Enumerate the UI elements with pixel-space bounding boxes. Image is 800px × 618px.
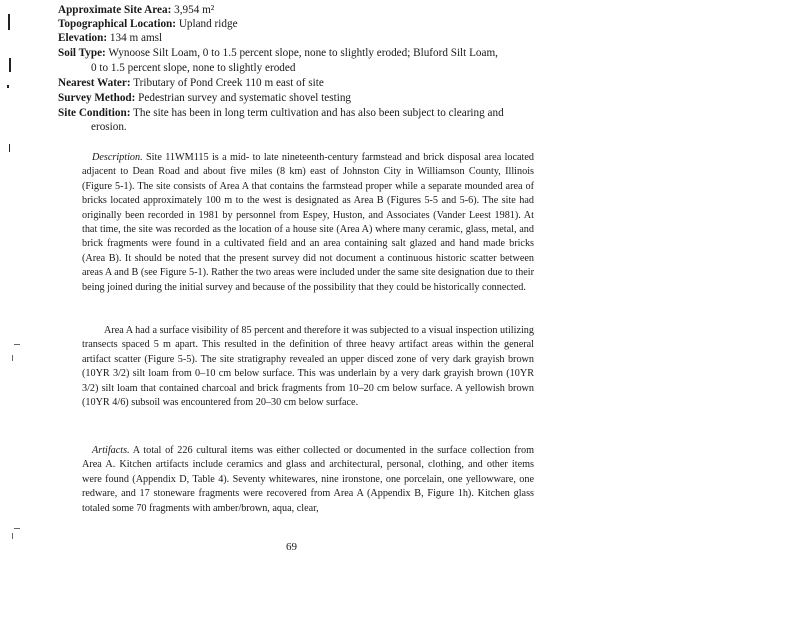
paragraph-text: A total of 226 cultural items was either collected or documented in the surface collection from Area A. Kitchen artifacts include ceramics and glass and architectural, personal, clothing, and other items were found (Appendix D, Table 4). Seventy whitewares, nine ironstone, one porcelain, one yellowware, one redware, and 17 stoneware fragments were recovered from Area A (Appendix B, Figure 1h). Kitchen glass totaled some 70 fragments with amber/brown, aqua, clear, (82, 445, 534, 514)
paragraph-lead: Description. (92, 152, 143, 163)
field-label: Approximate Site Area: (58, 4, 172, 16)
scan-mark (14, 528, 20, 529)
field-label: Nearest Water: (58, 77, 131, 89)
scan-mark (12, 355, 13, 361)
paragraph-description (82, 151, 534, 295)
field-label: Elevation: (58, 32, 108, 44)
field-site-condition-continuation: erosion. (91, 121, 127, 133)
scan-mark (7, 85, 9, 88)
field-value: Pedestrian survey and systematic shovel testing (138, 92, 352, 104)
paragraph-artifacts (82, 444, 534, 516)
paragraph-text: Area A had a surface visibility of 85 percent and therefore it was subjected to a visual inspection utilizing transects spaced 5 m apart. This resulted in the definition of three heavy artifact areas within the general artifact scatter (Figure 5-5). The site stratigraphy revealed an upper disced zone of very dark grayish brown (10YR 3/2) silt loam from 0–10 cm below surface. This was underlain by a very dark grayish brown (10YR 3/2) silt loam that contained charcoal and brick fragments from 10–20 cm below surface. A yellowish brown (10YR 4/6) subsoil was encountered from 20–30 cm below surface. (82, 325, 534, 409)
scan-mark (8, 14, 10, 30)
field-value: 3,954 m² (174, 4, 215, 16)
scan-mark (14, 344, 20, 345)
field-value: 134 m amsl (109, 32, 163, 44)
paragraph-lead: Artifacts. (92, 445, 130, 456)
field-label: Site Condition: (58, 107, 131, 119)
field-value: Wynoose Silt Loam, 0 to 1.5 percent slope, none to slightly eroded; Bluford Silt Loam, (108, 47, 498, 59)
scan-mark (9, 58, 11, 72)
paragraph-text: Site 11WM115 is a mid- to late nineteenth-century farmstead and brick disposal area located adjacent to Dean Road and about five miles (8 km) east of Johnston City in Williamson County, Illinois (Figure 5-1). The site consists of Area A that contains the farmstead proper while a separate mounded area of bricks located approximately 100 m to the west is designated as Area B (Figures 5-5 and 5-6). The site had originally been recorded in 1981 by personnel from Espey, Huston, and Associates (Vander Leest 1981). At that time, the site was recorded as the location of a house site (Area A) where many ceramic, glass, metal, and brick fragments were found in a cultivated field and an area containing salt glazed and hand made bricks (Area B). It should be noted that the present survey did not document a continuous historic scatter between areas A and B (see Figure 5-1). Rather the two areas were included under the same site designation due to their being joined during the initial survey and because of the possibility that they could be historically connected. (82, 152, 534, 293)
field-value: Tributary of Pond Creek 110 m east of site (133, 77, 324, 89)
field-elevation (58, 31, 162, 45)
field-site-condition (58, 106, 504, 120)
field-survey-method (58, 91, 351, 105)
field-site-area (58, 3, 214, 17)
page-number: 69 (286, 541, 297, 553)
field-soil-type-continuation: 0 to 1.5 percent slope, none to slightly eroded (91, 62, 296, 74)
paragraph-area-a (82, 324, 534, 410)
field-label: Survey Method: (58, 92, 136, 104)
field-value: Upland ridge (178, 18, 238, 30)
scan-mark (9, 144, 10, 152)
field-label: Soil Type: (58, 47, 106, 59)
field-label: Topographical Location: (58, 18, 177, 30)
field-nearest-water (58, 76, 324, 90)
field-topographical-location (58, 17, 238, 31)
field-value: The site has been in long term cultivation and has also been subject to clearing and (133, 107, 504, 119)
field-soil-type (58, 46, 498, 60)
scan-mark (12, 533, 13, 539)
